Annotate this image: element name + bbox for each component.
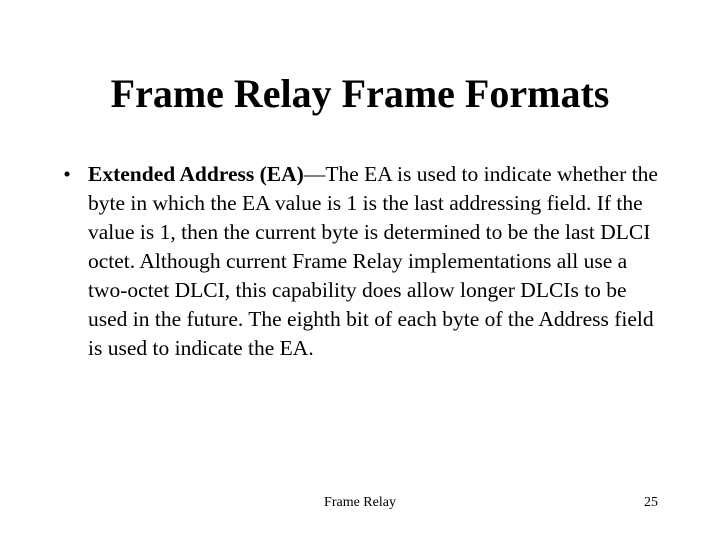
bullet-list <box>58 160 658 363</box>
bullet-icon: • <box>63 162 71 186</box>
bullet-item <box>58 160 658 363</box>
bullet-text: —The EA is used to indicate whether the byte in which the EA value is 1 is the last addressing field. If the value is 1, then the current byte is determined to be the last DLCI octet. Although current Frame Relay implementations all use a two-octet DLCI, this capability does allow longer DLCIs to be used in the future. The eighth bit of each byte of the Address field is used to indicate the EA. <box>88 162 658 360</box>
slide-footer: Frame Relay <box>324 495 396 510</box>
page-number: 25 <box>644 495 658 510</box>
slide-title: Frame Relay Frame Formats <box>110 71 610 116</box>
bullet-term: Extended Address (EA) <box>88 162 304 186</box>
